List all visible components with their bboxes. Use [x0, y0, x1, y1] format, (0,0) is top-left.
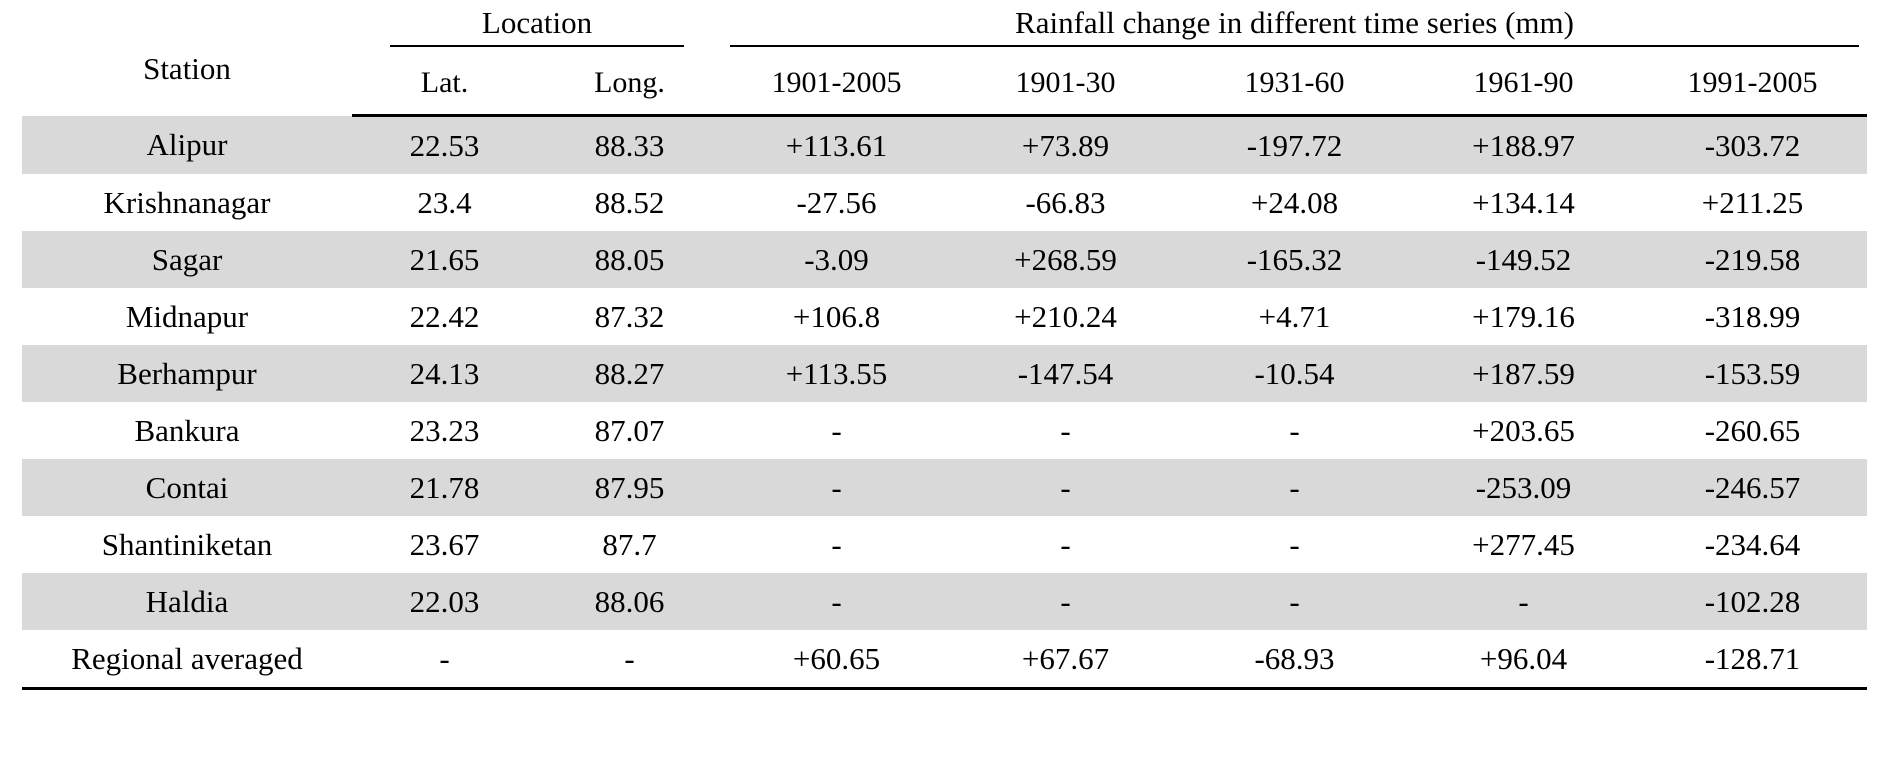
cell-station: Midnapur [125, 298, 249, 334]
cell-1991-2005: -128.71 [1638, 630, 1867, 689]
cell-1901-2005: +60.65 [722, 630, 951, 689]
cell-lat: 22.03 [352, 573, 537, 630]
table-row [22, 174, 1867, 231]
table-row [22, 516, 1867, 573]
cell-1961-90: +277.45 [1472, 526, 1575, 562]
cell-long: 87.7 [602, 526, 657, 562]
cell-lat: 22.53 [352, 116, 537, 175]
cell-long: 87.95 [537, 459, 722, 516]
cell-long: 88.06 [537, 573, 722, 630]
column-group-header-location [352, 0, 722, 52]
cell-lat: 22.42 [409, 298, 480, 334]
cell-1901-2005: - [722, 573, 951, 630]
table-body [22, 116, 1867, 689]
cell-1991-2005: -246.57 [1638, 459, 1867, 516]
cell-long: 88.52 [594, 184, 665, 220]
cell-1991-2005: -318.99 [1704, 298, 1801, 334]
column-header-station-label: Station [143, 50, 231, 86]
cell-station: Krishnanagar [103, 184, 271, 220]
cell-1901-30: +210.24 [1014, 298, 1117, 334]
cell-1901-30: +268.59 [951, 231, 1180, 288]
cell-long: 87.32 [594, 298, 665, 334]
cell-1961-90: -253.09 [1409, 459, 1638, 516]
cell-1961-90: +187.59 [1409, 345, 1638, 402]
table-header-group-row [22, 0, 1867, 52]
cell-1901-30: -66.83 [1025, 184, 1106, 220]
cell-1901-30: - [951, 459, 1180, 516]
table-row [22, 288, 1867, 345]
cell-station: Berhampur [22, 345, 352, 402]
column-header-1931-60: 1931-60 [1180, 52, 1409, 116]
cell-1901-2005: +113.55 [722, 345, 951, 402]
cell-1901-2005: +113.61 [722, 116, 951, 175]
cell-1931-60: - [1180, 573, 1409, 630]
cell-station: Haldia [22, 573, 352, 630]
column-header-1961-90: 1961-90 [1409, 52, 1638, 116]
cell-station: Shantiniketan [101, 526, 273, 562]
cell-1991-2005: -153.59 [1638, 345, 1867, 402]
table-header [22, 0, 1867, 116]
column-group-header-rainfall [722, 0, 1867, 52]
table-row-regional-averaged [22, 630, 1867, 689]
cell-1901-30: +67.67 [951, 630, 1180, 689]
cell-1931-60: -10.54 [1180, 345, 1409, 402]
cell-lat: 21.78 [352, 459, 537, 516]
column-group-header-rainfall-label: Rainfall change in different time series (mm) [730, 5, 1859, 47]
table-row [22, 345, 1867, 402]
table-row [22, 459, 1867, 516]
cell-long: 88.27 [537, 345, 722, 402]
cell-1961-90: +179.16 [1472, 298, 1575, 334]
column-header-station [22, 0, 352, 116]
column-header-1991-2005: 1991-2005 [1638, 52, 1867, 116]
cell-station: Regional averaged [22, 630, 352, 689]
cell-1931-60: -165.32 [1180, 231, 1409, 288]
cell-1901-2005: - [831, 412, 842, 448]
cell-1901-2005: - [722, 459, 951, 516]
cell-lat: 23.23 [409, 412, 480, 448]
table-row [22, 231, 1867, 288]
cell-long: 87.07 [594, 412, 665, 448]
cell-1931-60: - [1289, 526, 1300, 562]
cell-1901-30: -147.54 [951, 345, 1180, 402]
cell-1961-90: +134.14 [1472, 184, 1575, 220]
cell-station: Sagar [22, 231, 352, 288]
cell-1901-2005: - [831, 526, 842, 562]
cell-1961-90: - [1409, 573, 1638, 630]
cell-1931-60: +4.71 [1258, 298, 1331, 334]
cell-1991-2005: -102.28 [1638, 573, 1867, 630]
cell-1991-2005: -260.65 [1704, 412, 1801, 448]
cell-1901-30: - [1060, 412, 1071, 448]
cell-1901-30: +73.89 [951, 116, 1180, 175]
cell-1961-90: +96.04 [1409, 630, 1638, 689]
cell-lat: 23.67 [409, 526, 480, 562]
cell-station: Alipur [22, 116, 352, 175]
cell-1991-2005: -219.58 [1638, 231, 1867, 288]
cell-station: Contai [22, 459, 352, 516]
table-row [22, 116, 1867, 175]
cell-1931-60: - [1289, 412, 1300, 448]
cell-1901-2005: +106.8 [792, 298, 881, 334]
rainfall-change-table [22, 0, 1867, 690]
cell-long: 88.05 [537, 231, 722, 288]
table-row [22, 402, 1867, 459]
cell-1901-2005: -27.56 [796, 184, 877, 220]
cell-lat: 21.65 [352, 231, 537, 288]
cell-1991-2005: -234.64 [1704, 526, 1801, 562]
table-row [22, 573, 1867, 630]
column-header-1901-2005: 1901-2005 [722, 52, 951, 116]
cell-lat: 24.13 [352, 345, 537, 402]
cell-station: Bankura [134, 412, 240, 448]
cell-1991-2005: -303.72 [1638, 116, 1867, 175]
cell-1931-60: +24.08 [1250, 184, 1339, 220]
column-header-long: Long. [537, 52, 722, 116]
cell-1961-90: +203.65 [1472, 412, 1575, 448]
cell-lat: 23.4 [417, 184, 472, 220]
cell-1901-2005: -3.09 [722, 231, 951, 288]
cell-long: - [537, 630, 722, 689]
cell-1901-30: - [951, 573, 1180, 630]
cell-1901-30: - [1060, 526, 1071, 562]
column-header-lat: Lat. [352, 52, 537, 116]
column-group-header-location-label: Location [390, 5, 684, 47]
cell-1931-60: -68.93 [1180, 630, 1409, 689]
cell-long: 88.33 [537, 116, 722, 175]
cell-1931-60: - [1180, 459, 1409, 516]
cell-1991-2005: +211.25 [1701, 184, 1804, 220]
column-header-1901-30: 1901-30 [951, 52, 1180, 116]
cell-1961-90: +188.97 [1409, 116, 1638, 175]
cell-1961-90: -149.52 [1409, 231, 1638, 288]
cell-1931-60: -197.72 [1180, 116, 1409, 175]
cell-lat: - [352, 630, 537, 689]
